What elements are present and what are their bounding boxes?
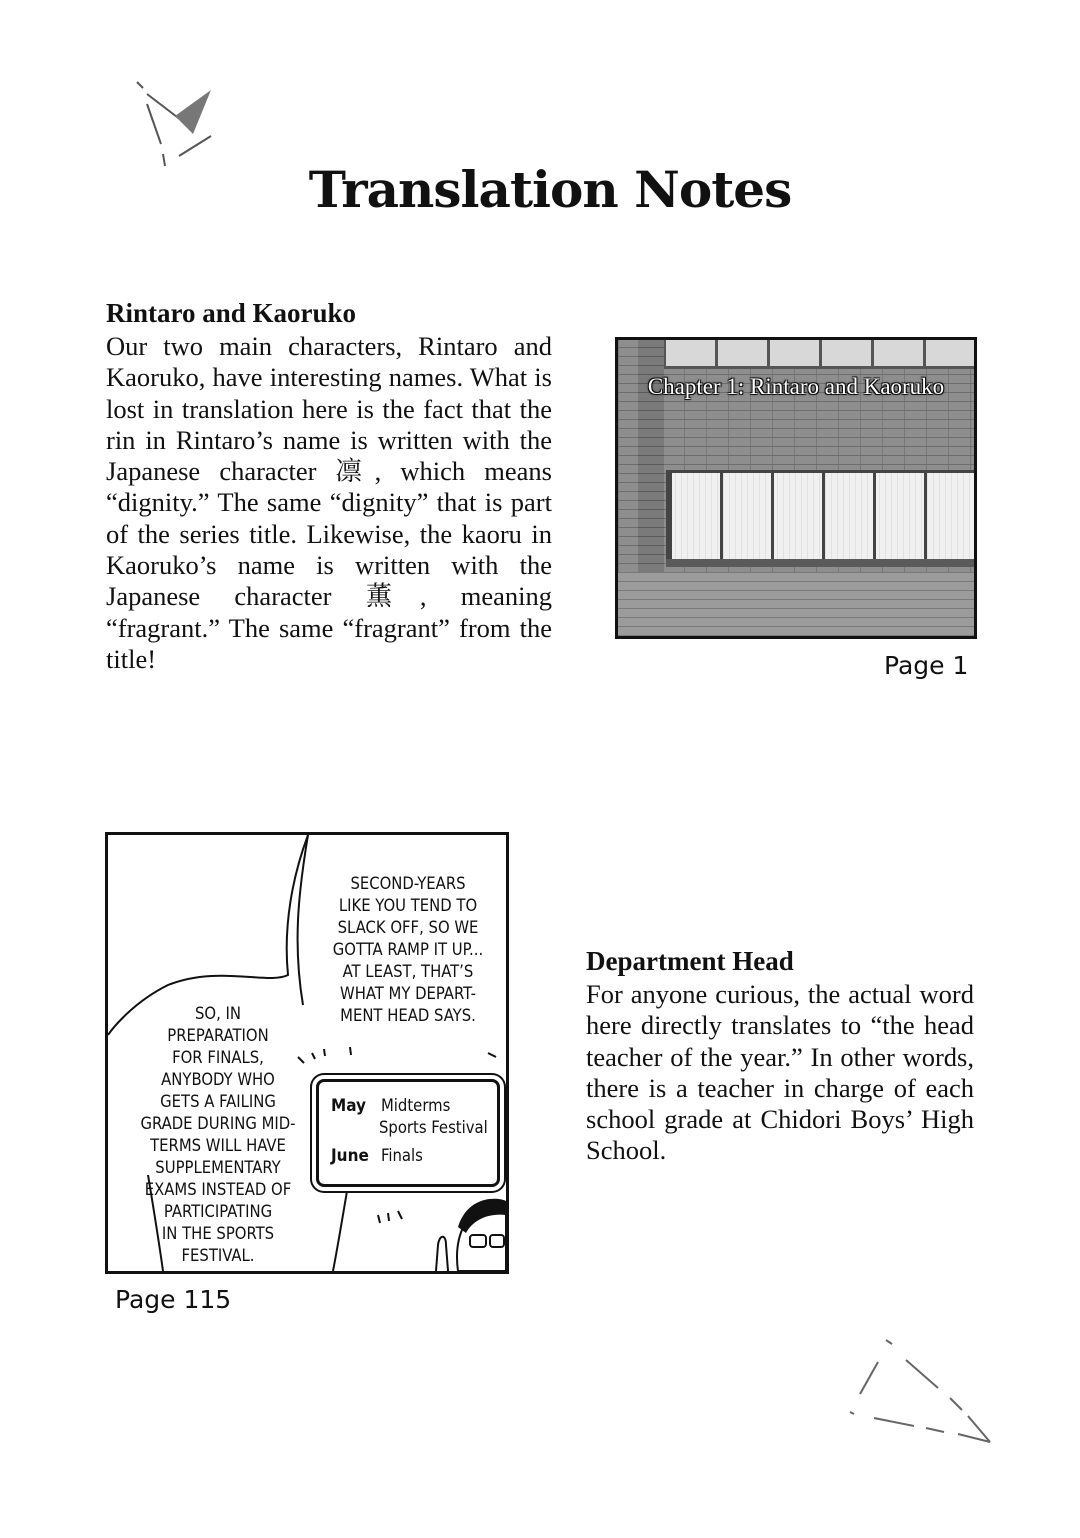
bubble-line: GRADE DURING MID- [140,1114,296,1133]
sign-event: Midterms [381,1096,451,1115]
bubble-line: IN THE SPORTS [161,1224,275,1243]
bubble-line: MENT HEAD SAYS. [340,1006,476,1025]
speech-bubble-left [128,1003,308,1267]
bubble-line: FESTIVAL. [181,1246,255,1265]
building-upper-window [663,340,974,369]
note-body-rintaro-kaoruko: Our two main characters, Rintaro and Kaoruko, have interesting names. What is lost in translation here is the fact that the rin in Rintaro’s name is written with the Japanese character 凛, which means “dignity.” The same “dignity” that is part of the series title. Likewise, the kaoru in Kaoruko’s name is written with the Japanese character 薫, meaning “fragrant.” The same “fragrant” from the title! [106,331,552,674]
bubble-line: EXAMS INSTEAD OF [144,1180,292,1199]
triangle-sketch-icon [840,1330,1010,1460]
bubble-line: LIKE YOU TEND TO [338,896,478,915]
note-heading-department-head: Department Head [586,946,794,976]
page-title: Translation Notes [308,160,792,219]
building-window [666,470,977,562]
brick-wall [618,572,974,636]
bubble-line: SUPPLEMENTARY [155,1158,281,1177]
sign-event: Sports Festival [379,1118,488,1137]
window-sill [666,559,977,567]
sign-month-may: May [331,1096,366,1116]
schedule-sign [316,1079,500,1187]
bubble-line: PREPARATION [167,1026,269,1045]
speech-bubble-right [313,873,503,1027]
sign-month-june: June [331,1146,369,1166]
bubble-line: AT LEAST, THAT’S [342,962,474,981]
bubble-line: SECOND-YEARS [350,874,466,893]
page-label: Page 115 [115,1285,232,1314]
chapter-caption: Chapter 1: Rintaro and Kaoruko [647,374,945,399]
manga-panel-page-1 [615,337,977,639]
note-heading-rintaro-kaoruko: Rintaro and Kaoruko [106,298,357,328]
bubble-line: PARTICIPATING [163,1202,273,1221]
bubble-line: GOTTA RAMP IT UP... [332,940,484,959]
bubble-line: SO, IN [194,1004,241,1023]
bubble-line: WHAT MY DEPART- [340,984,476,1003]
bubble-line: ANYBODY WHO [161,1070,275,1089]
sign-event: Finals [381,1146,423,1165]
bubble-line: TERMS WILL HAVE [150,1136,286,1155]
manga-panel-page-115 [105,832,509,1274]
page-label: Page 1 [884,651,969,680]
bubble-line: SLACK OFF, SO WE [337,918,479,937]
bubble-line: GETS A FAILING [160,1092,276,1111]
bubble-line: FOR FINALS, [172,1048,264,1067]
note-body-department-head: For anyone curious, the actual word here directly translates to “the head teacher of the year.” In other words, there is a teacher in charge of each school grade at Chidori Boys’ High School. [586,979,974,1166]
